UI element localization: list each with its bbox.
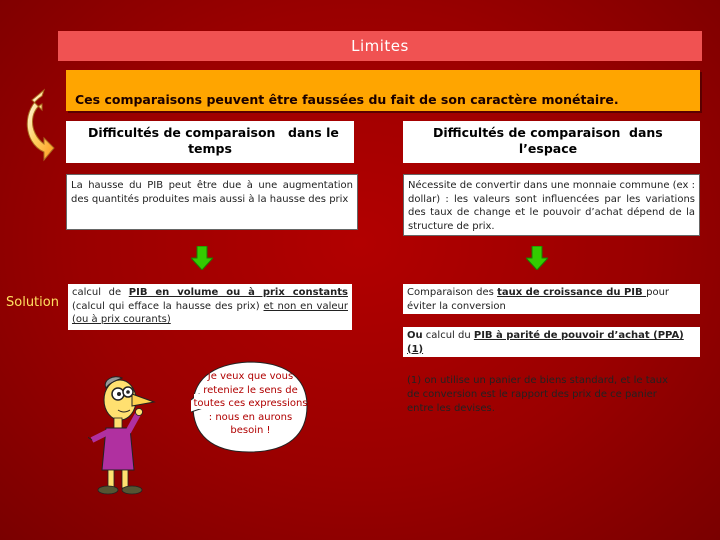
paragraph-space-text: Nécessite de convertir dans une monnaie commune (ex : dollar) : les valeurs sont influencées par les variations des taux de change et le pouvoir d’achat dépend de la structure de prix. [408,180,695,232]
solution-space-2-mid: calcul du [422,330,474,341]
solution-space-1 [403,284,700,314]
teacher-cartoon-icon [88,374,198,498]
heading-space-line2: l’espace [518,141,578,156]
heading-time-line1: Difficultés de comparaison [88,125,276,140]
page-title: Limites [351,37,409,55]
paragraph-time [66,174,358,230]
down-arrow-icon-left [191,246,213,270]
solution-time [68,284,352,330]
footnote [407,374,677,422]
heading-space [403,121,700,163]
solution-space-2-ou: Ou [407,330,423,341]
paragraph-space [403,174,700,236]
heading-time [66,121,354,163]
intro-text: Ces comparaisons peuvent être faussées du fait de son caractère monétaire. [75,92,619,107]
speech-bubble [193,364,308,459]
solution-time-mid: (calcul qui efface la hausse des prix) [72,300,264,312]
curved-arrow-icon [22,88,56,162]
solution-space-1-pre: Comparaison des [407,287,498,298]
solution-space-2 [403,327,700,357]
heading-time-dans: dans le [288,125,339,140]
solution-space-2-link: PIB à parité de pouvoir d’achat (PPA) (1) [407,330,684,355]
heading-space-line1: Difficultés de comparaison [433,125,621,140]
paragraph-time-text: La hausse du PIB peut être due à une augmentation des quantités produites mais aussi à la hausse des prix [71,180,353,205]
solution-space-1-link: taux de croissance du PIB [497,287,647,298]
down-arrow-icon-right [526,246,548,270]
solution-label: Solution [6,295,59,310]
title-bar [58,31,702,61]
solution-space-1-post: pour éviter la conversion [407,287,670,312]
heading-time-line2: temps [188,141,232,156]
solution-time-link: PIB en volume ou à prix constants [128,287,348,298]
intro-box [66,70,700,111]
speech-text: Je veux que vous reteniez le sens de toutes ces expressions : nous en aurons besoin ! [193,371,308,436]
solution-time-pre: calcul de [72,287,129,298]
solution-time-link2: et non en valeur (ou à prix courants) [72,300,348,325]
footnote-text: (1) on utilise un panier de biens standard, et le taux de conversion est le rapport des prix de ce panier entre les devises. [407,375,669,414]
heading-space-dans: dans [629,125,663,140]
